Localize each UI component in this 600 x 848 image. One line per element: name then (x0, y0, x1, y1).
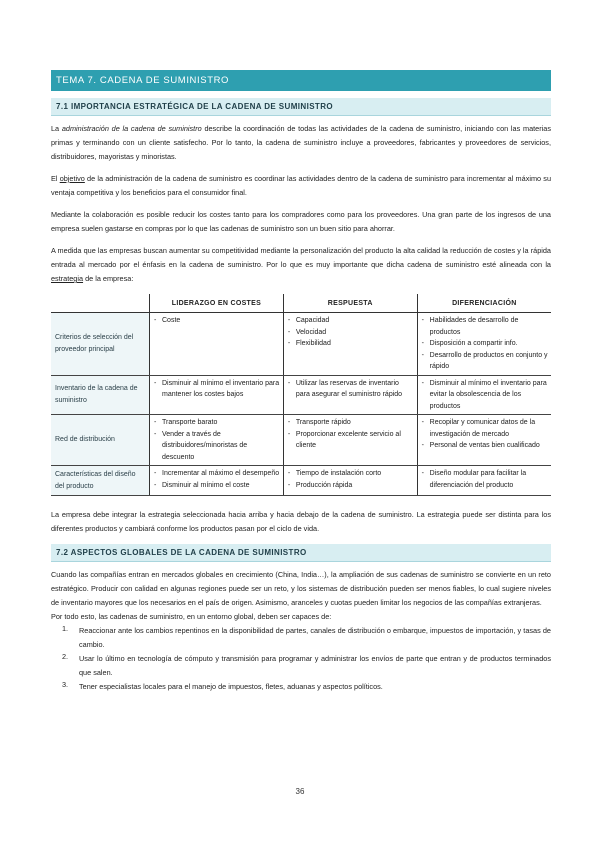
list-item: - Utilizar las reservas de inventario para asegurar el suministro rápido (287, 378, 414, 401)
list-item: - Producción rápida (287, 480, 414, 492)
paragraph-global-markets: Cuando las compañías entran en mercados globales en crecimiento (China, India…), la ampliación de sus cadenas de suministro se convierte en un reto estratégico. Producir con calidad en algunas regiones puede ser un reto, y los sistemas de distribución pueden ser menos fiables, lo cual sugiere niveles de inventario mayores que los necesarios en el país de origen. Asimismo, aranceles y cuotas pueden limitar los negocios de las compañías extranjeras. (51, 570, 551, 607)
row-label: Inventario de la cadena de suministro (51, 375, 150, 415)
list-item: - Incrementar al máximo el desempeño (153, 468, 280, 480)
list-text: Reaccionar ante los cambios repentinos en la disponibilidad de partes, canales de distribución o embarque, impuestos de importación, y tasas de cambio. (79, 626, 551, 649)
list-number: 1. (62, 624, 69, 633)
list-text: Usar lo último en tecnología de cómputo y transmisión para programar y administrar los envíos de parte que entran y de productos terminados que salen. (79, 654, 551, 677)
text-span: El (51, 174, 60, 183)
list-item: - Vender a través de distribuidores/minoristas de descuento (153, 429, 280, 464)
header-cost-leadership: LIDERAZGO EN COSTES (150, 294, 284, 313)
table-row (51, 415, 551, 466)
paragraph-strategy (51, 244, 551, 286)
list-item: - Transporte barato (153, 417, 280, 429)
table-cell (417, 466, 551, 496)
row-label: Criterios de selección del proveedor principal (51, 313, 150, 376)
table-cell (150, 466, 284, 496)
list-number: 2. (62, 652, 69, 661)
header-differentiation: DIFERENCIACIÓN (417, 294, 551, 313)
table-corner (51, 294, 150, 313)
list-item (51, 652, 551, 680)
list-item: - Proporcionar excelente servicio al cliente (287, 429, 414, 452)
text-span: A medida que las empresas buscan aumentar su competitividad mediante la personalización del producto la alta calidad la reducción de costes y la rápida entrada al mercado por el énfasis en la cadena de suministro. Por lo que es muy importante que dicha cadena de suministro esté alineada con la (51, 246, 551, 269)
table-cell (417, 375, 551, 415)
table-cell (283, 466, 417, 496)
section-heading-7-1: 7.1 IMPORTANCIA ESTRATÉGICA DE LA CADENA DE SUMINISTRO (51, 98, 551, 116)
strategy-table (51, 294, 551, 496)
list-item: - Tiempo de instalación corto (287, 468, 414, 480)
row-label: Características del diseño del producto (51, 466, 150, 496)
list-text: Tener especialistas locales para el manejo de impuestos, fletes, aduanas y aspectos políticos. (79, 682, 383, 691)
page-number: 36 (295, 787, 305, 796)
chapter-banner: TEMA 7. CADENA DE SUMINISTRO (51, 70, 551, 91)
term-supply-chain-management: administración de la cadena de suministro (61, 124, 202, 133)
list-number: 3. (62, 680, 69, 689)
list-item: - Habilidades de desarrollo de productos (421, 315, 548, 338)
table-cell (283, 415, 417, 466)
paragraph-capabilities: Por todo esto, las cadenas de suministro, en un entorno global, deben ser capaces de: (51, 612, 332, 621)
document-page (51, 70, 551, 694)
table-cell (417, 313, 551, 376)
list-item: - Desarrollo de productos en conjunto y rápido (421, 350, 548, 373)
table-cell (150, 415, 284, 466)
list-item: - Transporte rápido (287, 417, 414, 429)
table-row (51, 466, 551, 496)
list-item: - Capacidad (287, 315, 414, 327)
table-cell (283, 313, 417, 376)
term-strategy: estrategia (51, 274, 84, 283)
table-cell (417, 415, 551, 466)
list-item: - Personal de ventas bien cualificado (421, 440, 548, 452)
text-span: La (51, 124, 62, 133)
list-item: - Diseño modular para facilitar la diferenciación del producto (421, 468, 548, 491)
list-item: - Recopilar y comunicar datos de la investigación de mercado (421, 417, 548, 440)
table-cell (283, 375, 417, 415)
table-row (51, 375, 551, 415)
list-item (51, 680, 551, 694)
paragraph-definition (51, 122, 551, 164)
list-item: - Disminuir al mínimo el coste (153, 480, 280, 492)
header-response: RESPUESTA (283, 294, 417, 313)
text-span: de la administración de la cadena de suministro es coordinar las actividades dentro de la cadena de suministro para incrementar al máximo su ventaja competitiva y los beneficios para el consumidor final. (51, 174, 551, 197)
paragraph-objective (51, 172, 551, 200)
list-item: - Velocidad (287, 327, 414, 339)
text-span: describe la coordinación de todas las actividades de la cadena de suministro, iniciando con las materias primas y terminando con un cliente satisfecho. Por lo tanto, la cadena de suministro incluye a proveedores, fabricantes y proveedores de servicios, distribuidores, mayoristas y minoristas. (51, 124, 551, 161)
list-item: - Disposición a compartir info. (421, 338, 548, 350)
term-objective: objetivo (59, 174, 85, 183)
table-row (51, 313, 551, 376)
list-item: - Disminuir al mínimo el inventario para evitar la obsolescencia de los productos (421, 378, 548, 413)
paragraph-collaboration: Mediante la colaboración es posible reducir los costes tanto para los compradores como para los proveedores. Una gran parte de los ingresos de una empresa suelen gastarse en compras por lo que las cadenas de suministro son un buen sitio para ahorrar. (51, 210, 551, 233)
capabilities-list (51, 624, 551, 694)
list-item: - Flexibilidad (287, 338, 414, 350)
text-span: de la empresa: (83, 274, 134, 283)
list-item: - Coste (153, 315, 280, 327)
table-cell (150, 313, 284, 376)
paragraph-integration: La empresa debe integrar la estrategia seleccionada hacia arriba y hacia debajo de la cadena de suministro. La estrategia puede ser distinta para los diferentes productos y cambiará conforme los productos pasan por el ciclo de vida. (51, 510, 551, 533)
table-cell (150, 375, 284, 415)
list-item (51, 624, 551, 652)
list-item: - Disminuir al mínimo el inventario para mantener los costes bajos (153, 378, 280, 401)
row-label: Red de distribución (51, 415, 150, 466)
section-heading-7-2: 7.2 ASPECTOS GLOBALES DE LA CADENA DE SUMINISTRO (51, 544, 551, 562)
